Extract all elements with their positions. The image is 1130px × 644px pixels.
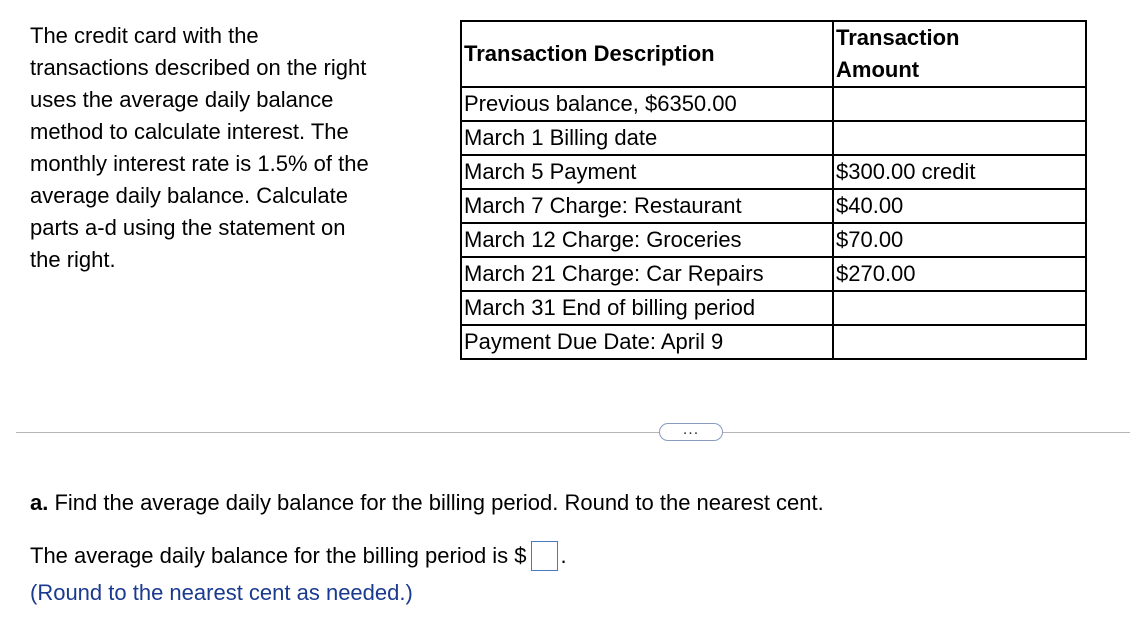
row-amount: $300.00 credit <box>833 155 1086 189</box>
row-amount: $40.00 <box>833 189 1086 223</box>
row-description: March 1 Billing date <box>461 121 833 155</box>
table-row <box>461 291 1086 325</box>
row-description: Previous balance, $6350.00 <box>461 87 833 121</box>
table-row <box>461 257 1086 291</box>
row-description: March 5 Payment <box>461 155 833 189</box>
answer-suffix: . <box>560 543 567 568</box>
problem-line: the right. <box>30 247 116 272</box>
question-text: Find the average daily balance for the billing period. Round to the nearest cent. <box>48 490 824 515</box>
problem-statement <box>30 20 440 276</box>
row-amount: $70.00 <box>833 223 1086 257</box>
problem-line: method to calculate interest. The <box>30 119 349 144</box>
section-divider <box>16 432 1130 433</box>
question-a <box>30 490 824 516</box>
row-amount: $270.00 <box>833 257 1086 291</box>
table-row <box>461 325 1086 359</box>
rounding-hint: (Round to the nearest cent as needed.) <box>30 580 413 605</box>
problem-line: The credit card with the <box>30 23 259 48</box>
answer-line <box>30 541 567 571</box>
answer-prefix: The average daily balance for the billing period is $ <box>30 543 527 568</box>
table-row <box>461 155 1086 189</box>
table-row <box>461 121 1086 155</box>
header-amount <box>833 21 1086 87</box>
row-description: Payment Due Date: April 9 <box>461 325 833 359</box>
answer-input[interactable] <box>531 541 558 571</box>
header-description: Transaction Description <box>461 21 833 87</box>
question-part-label: a. <box>30 490 49 515</box>
problem-line: average daily balance. Calculate <box>30 183 348 208</box>
expand-more-button[interactable]: ... <box>659 423 723 441</box>
row-description: March 31 End of billing period <box>461 291 833 325</box>
table-row <box>461 87 1086 121</box>
transaction-table <box>460 20 1087 360</box>
table-header-row <box>461 21 1086 87</box>
problem-line: transactions described on the right <box>30 55 367 80</box>
row-amount <box>833 87 1086 121</box>
header-amount-line2: Amount <box>836 57 920 82</box>
problem-line: uses the average daily balance <box>30 87 334 112</box>
problem-line: monthly interest rate is 1.5% of the <box>30 151 369 176</box>
row-description: March 12 Charge: Groceries <box>461 223 833 257</box>
row-amount <box>833 121 1086 155</box>
row-description: March 7 Charge: Restaurant <box>461 189 833 223</box>
table-row <box>461 189 1086 223</box>
row-amount <box>833 325 1086 359</box>
row-amount <box>833 291 1086 325</box>
problem-line: parts a-d using the statement on <box>30 215 346 240</box>
row-description: March 21 Charge: Car Repairs <box>461 257 833 291</box>
table-row <box>461 223 1086 257</box>
header-amount-line1: Transaction <box>836 25 960 50</box>
